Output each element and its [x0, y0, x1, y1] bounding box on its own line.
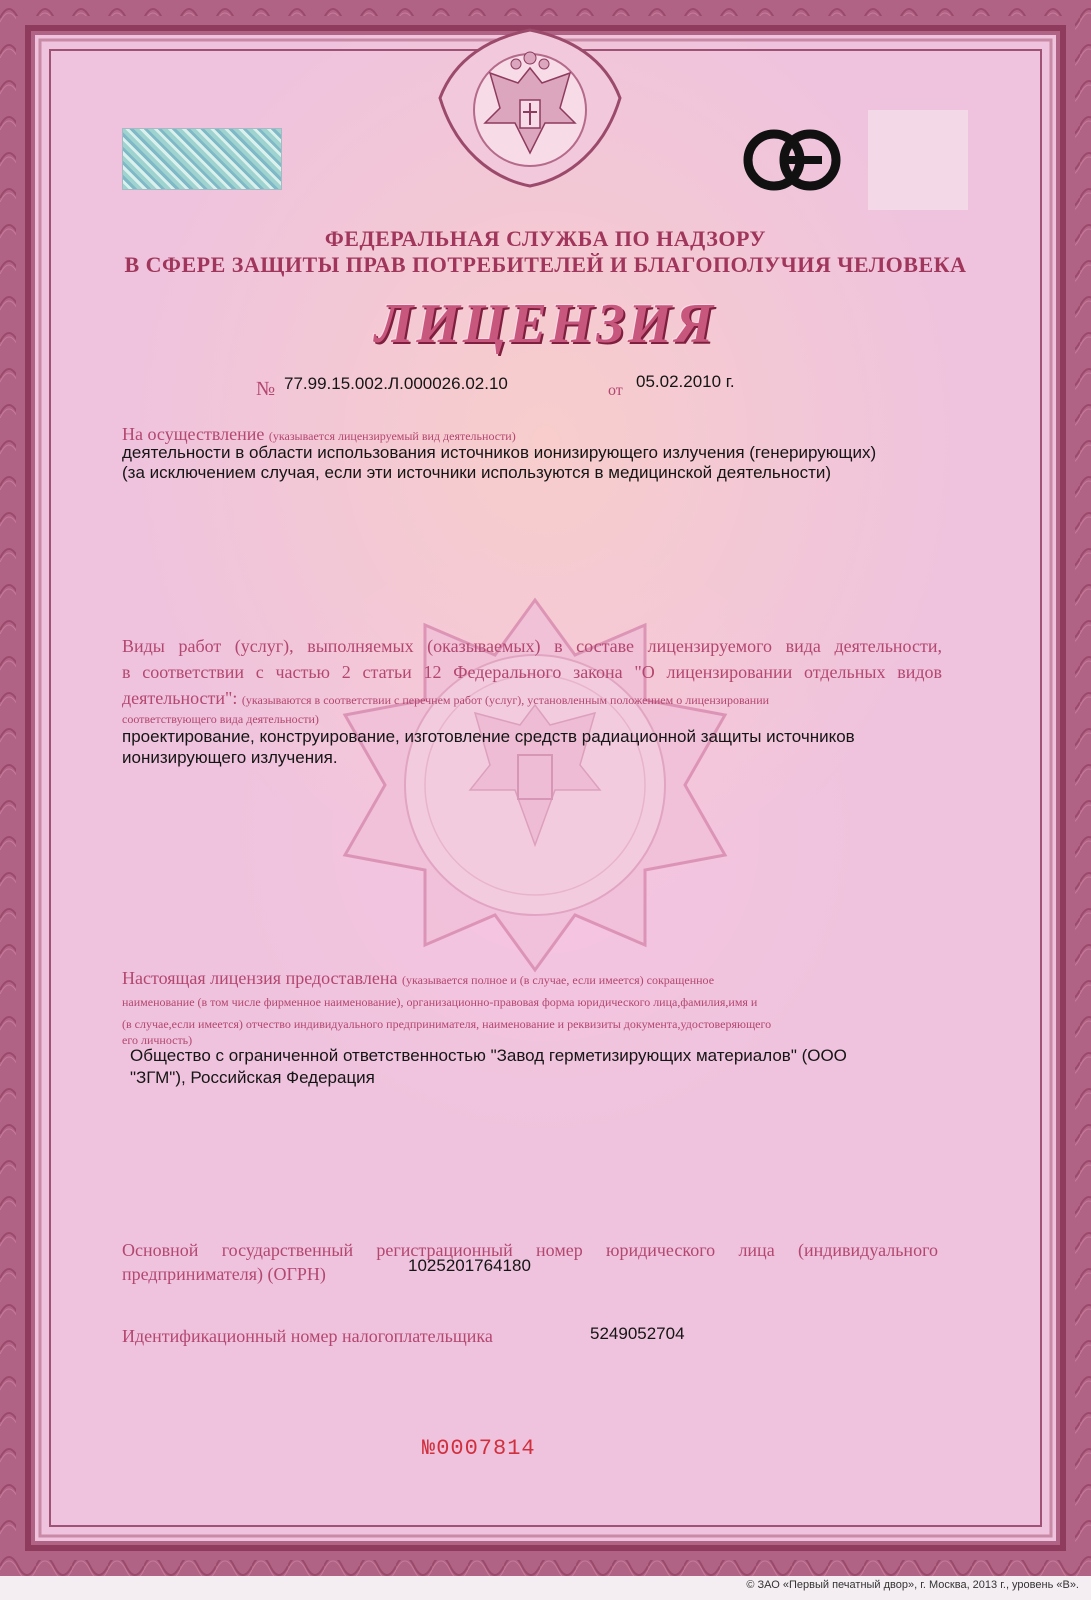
works-label-line3: [122, 688, 942, 709]
activity-label-text: На осуществление: [122, 424, 265, 444]
works-value-line2: ионизирующего излучения.: [122, 748, 338, 767]
holder-value-line2: "ЗГМ"), Российская Федерация: [130, 1068, 375, 1087]
activity-value-line2: (за исключением случая, если эти источники используются в медицинской деятельности): [122, 463, 832, 482]
hologram-sticker: [122, 128, 282, 190]
holder-value-line1: Общество с ограниченной ответственностью "Завод герметизирующих материалов" (ООО: [130, 1046, 847, 1065]
inn-label: Идентификационный номер налогоплательщика: [122, 1326, 493, 1346]
russian-eagle-emblem-icon: [430, 28, 630, 188]
blank-serial-number: №0007814: [422, 1436, 536, 1461]
works-label-line3-text: деятельности":: [122, 688, 238, 708]
works-value-line1: проектирование, конструирование, изготовление средств радиационной защиты источников: [122, 727, 855, 746]
ogrn-value: 1025201764180: [408, 1256, 531, 1275]
works-label-line1: Виды работ (услуг), выполняемых (оказываемых) в составе лицензируемого вида деятельности,: [122, 636, 942, 656]
ogrn-label-line1: Основной государственный регистрационный номер юридического лица (индивидуального: [122, 1240, 938, 1260]
holder-hint-line1: (указывается полное и (в случае, если имеется) сокращенное: [401, 973, 715, 987]
license-date: 05.02.2010 г.: [636, 372, 735, 391]
holder-hint-line3: (в случае,если имеется) отчество индивидуального предпринимателя, наименование и реквизиты документа,удостоверяющего: [122, 1017, 772, 1031]
agency-name-line1: ФЕДЕРАЛЬНАЯ СЛУЖБА ПО НАДЗОРУ: [324, 226, 767, 251]
activity-hint: (указывается лицензируемый вид деятельности): [268, 429, 516, 443]
holder-hint-line4: его личность): [122, 1033, 193, 1047]
license-number: 77.99.15.002.Л.000026.02.10: [284, 374, 508, 393]
activity-label: [122, 424, 516, 445]
document-title: ЛИЦЕНЗИЯ: [374, 293, 717, 355]
works-label-line2: в соответствии с частью 2 статьи 12 Федерального закона "О лицензировании отдельных видов: [122, 662, 942, 682]
works-hint-line2: соответствующего вида деятельности): [122, 712, 319, 726]
stamp-patch: [868, 110, 968, 210]
ogrn-label-line2: предпринимателя) (ОГРН): [122, 1264, 326, 1284]
printer-footer: © ЗАО «Первый печатный двор», г. Москва, 2013 г., уровень «В».: [746, 1579, 1079, 1591]
license-number-prefix: №: [256, 378, 276, 400]
certification-mark-icon: [742, 120, 842, 200]
activity-value-line1: деятельности в области использования источников ионизирующего излучения (генерирующих): [122, 443, 877, 462]
license-date-prefix: от: [608, 382, 623, 399]
holder-label: [122, 968, 942, 989]
holder-hint-line2: наименование (в том числе фирменное наименование), организационно-правовая форма юридического лица,фамилия,имя и: [122, 995, 758, 1009]
holder-label-text: Настоящая лицензия предоставлена: [122, 968, 398, 988]
agency-name-line2: В СФЕРЕ ЗАЩИТЫ ПРАВ ПОТРЕБИТЕЛЕЙ И БЛАГОПОЛУЧИЯ ЧЕЛОВЕКА: [124, 252, 967, 277]
inn-value: 5249052704: [590, 1324, 685, 1343]
works-hint-line1: (указываются в соответствии с перечнем работ (услуг), установленным положением о лицензировании: [241, 693, 770, 707]
